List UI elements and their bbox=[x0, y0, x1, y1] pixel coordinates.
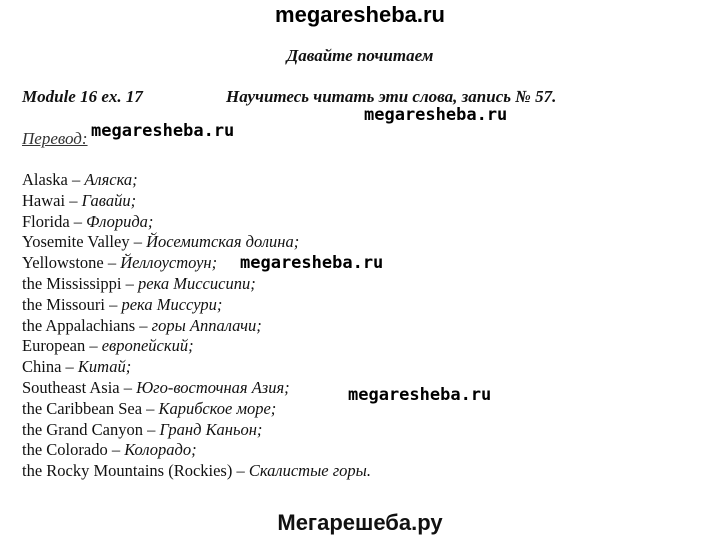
english-word: Alaska bbox=[22, 170, 68, 189]
dash-separator: – bbox=[142, 398, 159, 418]
word-list bbox=[22, 170, 371, 482]
russian-translation: Йосемитская долина; bbox=[146, 232, 300, 252]
english-word: the Mississippi bbox=[22, 273, 122, 293]
dash-separator: – bbox=[61, 357, 78, 377]
site-footer: Мегарешеба.ру bbox=[277, 510, 443, 535]
dash-separator: – bbox=[103, 253, 121, 273]
watermark: megaresheba.ru bbox=[240, 253, 384, 273]
russian-translation: река Миссури; bbox=[121, 294, 223, 314]
word-entry bbox=[22, 461, 371, 482]
russian-translation: Колорадо; bbox=[124, 440, 197, 460]
dash-separator: – bbox=[67, 170, 85, 189]
dash-separator: – bbox=[135, 315, 152, 335]
word-entry bbox=[22, 253, 371, 274]
russian-translation: Карибское море; bbox=[158, 398, 277, 418]
dash-separator: – bbox=[85, 336, 102, 356]
exercise-instruction: Научитесь читать эти слова, запись № 57. bbox=[226, 87, 557, 106]
russian-translation: Гранд Каньон; bbox=[159, 419, 263, 439]
word-entry bbox=[22, 420, 371, 441]
watermark: megaresheba.ru bbox=[91, 121, 235, 141]
english-word: Yellowstone bbox=[22, 253, 104, 273]
english-word: the Appalachians bbox=[22, 315, 136, 335]
module-label: Module 16 ex. 17 bbox=[22, 87, 143, 106]
word-entry bbox=[22, 274, 371, 295]
word-entry bbox=[22, 232, 371, 253]
site-header: megaresheba.ru bbox=[275, 2, 445, 27]
word-entry bbox=[22, 336, 371, 357]
english-word: European bbox=[22, 336, 86, 356]
russian-translation: Флорида; bbox=[86, 211, 154, 231]
english-word: the Grand Canyon bbox=[22, 419, 143, 439]
word-entry bbox=[22, 295, 371, 316]
dash-separator: – bbox=[65, 190, 82, 210]
dash-separator: – bbox=[104, 294, 122, 314]
russian-translation: горы Аппалачи; bbox=[151, 315, 262, 335]
dash-separator: – bbox=[142, 419, 160, 439]
english-word: the Colorado bbox=[22, 440, 108, 460]
english-word: the Caribbean Sea bbox=[22, 398, 143, 418]
english-word: China bbox=[22, 357, 62, 377]
russian-translation: Гавайи; bbox=[81, 190, 137, 210]
word-entry bbox=[22, 170, 371, 191]
word-entry bbox=[22, 191, 371, 212]
dash-separator: – bbox=[121, 273, 138, 293]
english-word: Hawai bbox=[22, 190, 66, 210]
translation-label: Перевод: bbox=[22, 129, 88, 148]
dash-separator: – bbox=[69, 211, 87, 231]
word-entry bbox=[22, 357, 371, 378]
russian-translation: Йеллоустоун; bbox=[120, 253, 218, 273]
word-entry bbox=[22, 399, 371, 420]
word-entry bbox=[22, 378, 371, 399]
english-word: Yosemite Valley bbox=[22, 232, 130, 252]
dash-separator: – bbox=[119, 377, 137, 397]
russian-translation: Скалистые горы. bbox=[248, 461, 371, 481]
page-title: Давайте почитаем bbox=[286, 46, 434, 65]
russian-translation: европейский; bbox=[101, 336, 194, 356]
word-entry bbox=[22, 316, 371, 337]
russian-translation: Юго-восточная Азия; bbox=[136, 377, 290, 397]
dash-separator: – bbox=[107, 440, 125, 460]
english-word: the Missouri bbox=[22, 294, 105, 314]
english-word: the Rocky Mountains (Rockies) bbox=[22, 461, 233, 481]
russian-translation: Аляска; bbox=[84, 170, 138, 189]
watermark: megaresheba.ru bbox=[364, 105, 508, 125]
dash-separator: – bbox=[129, 232, 147, 252]
english-word: Florida bbox=[22, 211, 70, 231]
word-entry bbox=[22, 440, 371, 461]
russian-translation: река Миссисипи; bbox=[137, 273, 256, 293]
dash-separator: – bbox=[232, 461, 249, 481]
watermark: megaresheba.ru bbox=[348, 385, 492, 405]
word-entry bbox=[22, 212, 371, 233]
russian-translation: Китай; bbox=[77, 357, 132, 377]
english-word: Southeast Asia bbox=[22, 377, 120, 397]
